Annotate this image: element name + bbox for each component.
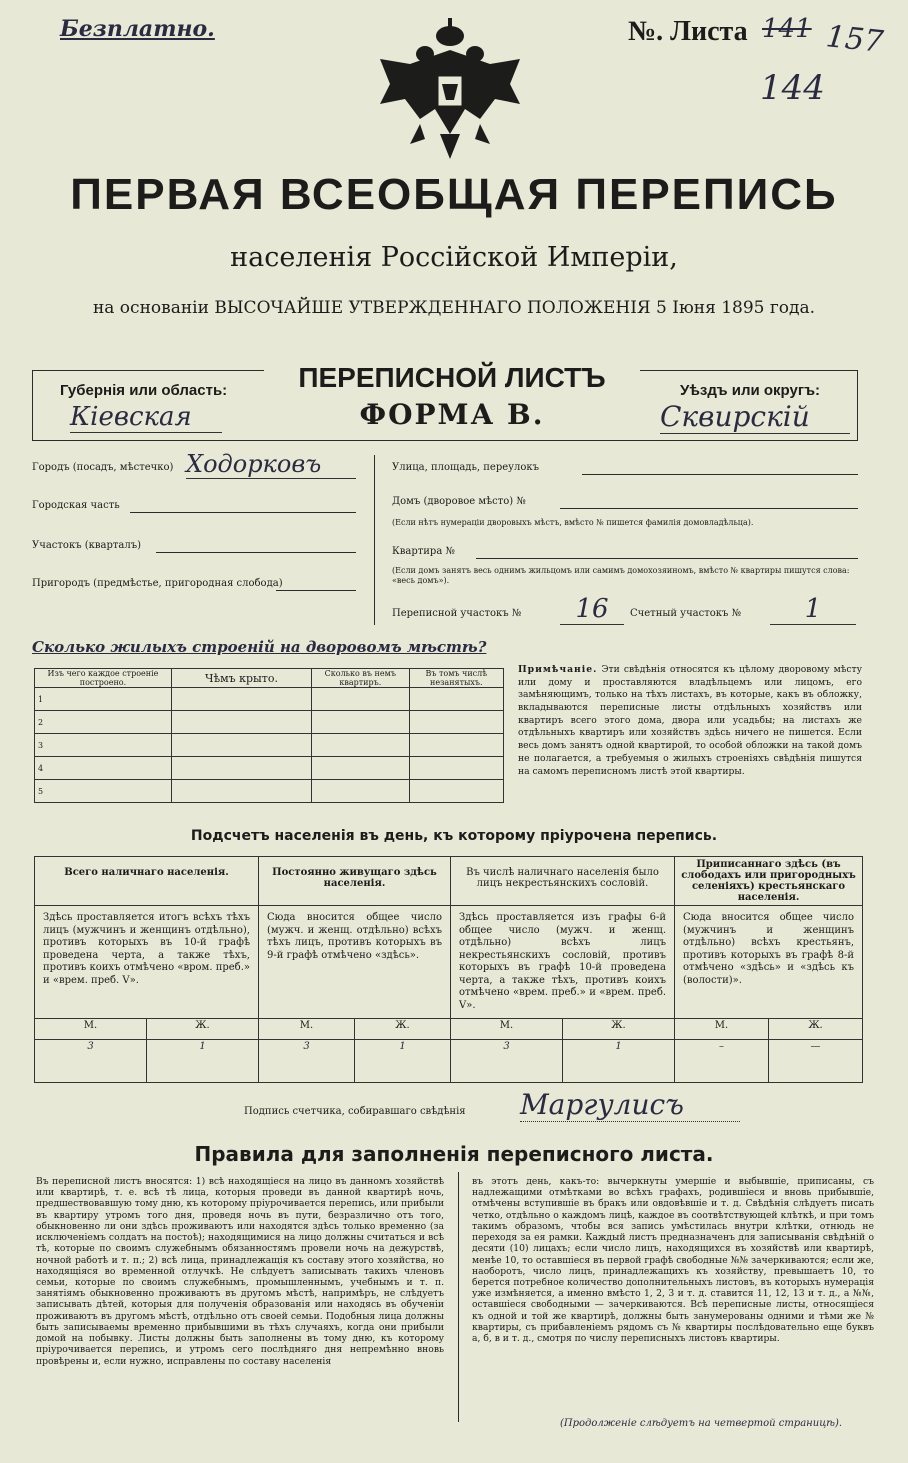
rules-left-column: Въ переписной листъ вносятся: 1) всѣ находящіеся на лицо въ данномъ хозяйствѣ или квартирѣ, т. е. всѣ тѣ лица, которыя проведи въ данной квартирѣ ночь, предшествовавшую тому дню, къ которому пріурочивается перепись, или прибыли въ квартиру утромъ того дня, проведя ночь въ пути, безразлично отъ того, обыкновенно ли они здѣсь проживаютъ или находятся здѣсь только временно (за исключеніемъ солдатъ на постоѣ); находящимися на лицо должны считаться и всѣ тѣ, которые по своимъ служебнымъ обязанностямъ провели ночь на дежурствѣ, ночной работѣ и т. п.; 2) всѣ лица, принадлежащія къ составу этого хозяйства, но находящіяся во временной отлучкѣ. Не слѣдуетъ записывать такихъ членовъ семьи, которые по своимъ служебнымъ, промышленнымъ, учебнымъ и т. п. занятіямъ обыкновенно проживаютъ въ другомъ мѣстѣ, напримѣръ, не слѣдуетъ записывать дѣтей, которыя для полученія образованія или находясь въ обученіи проживаютъ въ другомъ мѣстѣ, отдѣльно отъ своей семьи. Подобныя лица должны быть записываемы временно прибывшими въ тѣхъ случаяхъ, когда они прибыли домой на побывку. Листы должны быть заполнены въ тому дню, къ которому пріурочивается перепись, и утромъ сего послѣдняго дня непремѣнно вновь провѣрены и, если нужно, исправлены по составу населенія [36, 1176, 444, 1367]
city-value: Ходорковъ [186, 450, 356, 479]
count-district-value: 1 [770, 594, 856, 625]
male-header: М. [259, 1019, 355, 1040]
apartment-label: Квартира № [392, 546, 455, 557]
pop-total-male: 3 [35, 1040, 147, 1083]
female-header: Ж. [769, 1019, 863, 1040]
population-title: Подсчетъ населенія въ день, къ которому пріурочена перепись. [190, 828, 718, 844]
population-table [34, 856, 863, 1083]
pop-col-1-desc: Здѣсь проставляется итогъ всѣхъ тѣхъ лицъ (мужчинъ и женщинъ отдѣльно), противъ которыхъ въ 10-й графѣ проведена черта, а также тѣхъ, противъ коихъ отмѣчено «вром. преб.» и «врем. преб. V». [35, 906, 259, 1019]
pop-col-2-header: Постоянно живущаго здѣсь населенія. [259, 857, 451, 906]
pop-col-4-header: Приписаннаго здѣсь (въ слободахъ или пригородныхъ селеніяхъ) крестьянскаго населенія. [675, 857, 863, 906]
pop-total-female: 1 [147, 1040, 259, 1083]
male-header: М. [35, 1019, 147, 1040]
apartment-note: (Если домъ занятъ весь однимъ жильцомъ или самимъ домохозяиномъ, вмѣсто № квартиры пишутся слова: «весь домъ»). [392, 566, 850, 585]
city-label: Городъ (посадъ, мѣстечко) [32, 462, 174, 473]
male-header: М. [675, 1019, 769, 1040]
house-label: Домъ (дворовое мѣсто) № [392, 496, 526, 507]
count-district-label: Счетный участокъ № [630, 608, 742, 619]
rules-right-column: въ этотъ день, какъ-то: вычеркнуты умершіе и выбывшіе, приписаны, съ надлежащими отмѣтками во всѣхъ графахъ, родившіеся и вновь прибывшіе, отмѣчены вступившіе въ бракъ или овдовѣвшіе и т. д. Свѣдѣнія слѣдуетъ писать четко, отдѣльно о каждомъ лицѣ, каждое въ соотвѣтствующей клѣткѣ, и при томъ такимъ образомъ, чтобы вся запись умѣстилась внутри клѣтки, отнюдь не переходя за ея рамки. Каждый листъ предназначенъ для записыванія свѣдѣній о десяти (10) лицахъ; если число лицъ, находящихся въ хозяйствѣ или квартирѣ, менѣе 10, то оставшіеся въ первой графѣ свободные №№ зачеркиваются; если же, наоборотъ, число лицъ, принадлежащихъ къ хозяйству, превышаетъ 10, то берется потребное количество дополнительныхъ листовъ, въ которыхъ нумерація уже измѣняется, а именно вмѣсто 1, 2, 3 и т. д. ставится 11, 12, 13 и т. д., а №№, оставшіеся свободными — зачеркиваются. Всѣ переписные листы, относящіеся къ одной и той же квартирѣ, должны быть занумерованы одними и тѣми же № квартиры, съ прибавленіемъ рядомъ съ № квартиры послѣдовательно еще буквъ а, б, в и т. д., смотря по числу переписныхъ листовъ квартиры. [472, 1176, 874, 1345]
table-row: 1 [35, 688, 504, 711]
suburb-label: Пригородъ (предмѣстье, пригородная слобода) [32, 578, 283, 589]
sheet-number-struck: 141 [762, 14, 812, 44]
pop-col-3-header: Въ числѣ наличнаго населенія было лицъ некрестьянскихъ сословій. [451, 857, 675, 906]
sheet-title: ПЕРЕПИСНОЙ ЛИСТЪ [298, 362, 606, 393]
imperial-eagle-icon [370, 14, 530, 164]
female-header: Ж. [563, 1019, 675, 1040]
gubernia-label: Губернія или область: [60, 382, 228, 399]
pop-col-1-header: Всего наличнаго населенія. [35, 857, 259, 906]
buildings-note: Примѣчаніе. Эти свѣдѣнія относятся къ цѣлому дворовому мѣсту или дому и проставляются владѣльцемъ или лицомъ, его замѣняющимъ, только на тѣхъ листахъ, въ которые, какъ въ обложку, вкладываются переписные листы отдѣльныхъ хозяйствъ или квартиръ всего этого дома, двора или усадьбы; на листахъ же отдѣльныхъ квартиръ или хозяйствъ здѣсь ничего не пишется. Если весь домъ занятъ одной квартирой, то особой обложки на такой домъ не полагается, а требуемыя о жилыхъ строеніяхъ свѣдѣнія пишутся на самомъ переписномъ листѣ этой квартиры. [518, 664, 863, 777]
house-note: (Если нѣтъ нумераціи дворовыхъ мѣстъ, вмѣсто № пишется фамилія домовладѣльца). [392, 518, 754, 527]
col-material-header: Изъ чего каждое строеніе построено. [35, 669, 172, 688]
census-district-label: Переписной участокъ № [392, 608, 522, 619]
female-header: Ж. [355, 1019, 451, 1040]
male-header: М. [451, 1019, 563, 1040]
table-row: 4 [35, 757, 504, 780]
pop-nonpeasant-female: 1 [563, 1040, 675, 1083]
free-label: Безплатно. [60, 16, 215, 42]
rules-title: Правила для заполненія переписного листа. [194, 1142, 714, 1166]
pop-col-3-desc: Здѣсь проставляется изъ графы 6-й общее число (мужч. и женщ. отдѣльно) всѣхъ лицъ некрестьянскихъ сословій, противъ которыхъ въ графѣ 10-й проведена черта, а также тѣхъ, противъ коихъ отмѣчено «врем. преб.» и «врем. преб. V». [451, 906, 675, 1019]
pop-permanent-female: 1 [355, 1040, 451, 1083]
sheet-number-handwritten-2: 144 [760, 68, 825, 108]
col-unoccupied-header: Въ томъ числѣ незанятыхъ. [409, 669, 503, 688]
pop-peasant-male: – [675, 1040, 769, 1083]
uezd-value: Сквирскій [660, 400, 850, 434]
buildings-question: Сколько жилыхъ строеній на дворовомъ мѣстѣ? [32, 638, 487, 656]
table-row: 2 [35, 711, 504, 734]
uezd-label: Уѣздъ или округъ: [680, 382, 821, 399]
signature-value: Маргулисъ [520, 1088, 740, 1122]
pop-nonpeasant-male: 3 [451, 1040, 563, 1083]
table-row: 3 [35, 734, 504, 757]
signature-label: Подпись счетчика, собиравшаго свѣдѣнія [244, 1106, 466, 1117]
legal-basis: на основаніи ВЫСОЧАЙШЕ УТВЕРЖДЕННАГО ПОЛОЖЕНІЯ 5 Іюня 1895 года. [92, 298, 816, 318]
form-title: ФОРМА В. [359, 398, 545, 431]
district-label: Участокъ (кварталъ) [32, 540, 141, 551]
pop-permanent-male: 3 [259, 1040, 355, 1083]
page-title: ПЕРВАЯ ВСЕОБЩАЯ ПЕРЕПИСЬ [70, 170, 838, 219]
pop-col-2-desc: Сюда вносится общее число (мужч. и женщ. отдѣльно) всѣхъ тѣхъ лицъ, противъ которыхъ въ 9-й графѣ отмѣчено «здѣсь». [259, 906, 451, 1019]
street-label: Улица, площадь, переулокъ [392, 462, 540, 473]
sheet-number-label: №. Листа [628, 16, 748, 47]
page-subtitle: населенія Россійской Имперіи, [230, 242, 678, 273]
female-header: Ж. [147, 1019, 259, 1040]
gubernia-value: Кіевская [70, 402, 222, 433]
city-part-label: Городская часть [32, 500, 120, 511]
buildings-table [34, 668, 504, 803]
col-apartments-header: Сколько въ немъ квартиръ. [312, 669, 409, 688]
sheet-number-handwritten: 157 [824, 19, 885, 60]
pop-col-4-desc: Сюда вносится общее число (мужчинъ и женщинъ отдѣльно) всѣхъ крестьянъ, противъ которыхъ въ графѣ 8-й отмѣчено «здѣсь» и «здѣсь къ (волости)». [675, 906, 863, 1019]
census-district-value: 16 [560, 594, 624, 625]
rules-continued: (Продолженіе слѣдуетъ на четвертой страницѣ). [560, 1418, 843, 1429]
col-roof-header: Чѣмъ крыто. [171, 669, 311, 688]
table-row: 5 [35, 780, 504, 803]
pop-peasant-female: — [769, 1040, 863, 1083]
